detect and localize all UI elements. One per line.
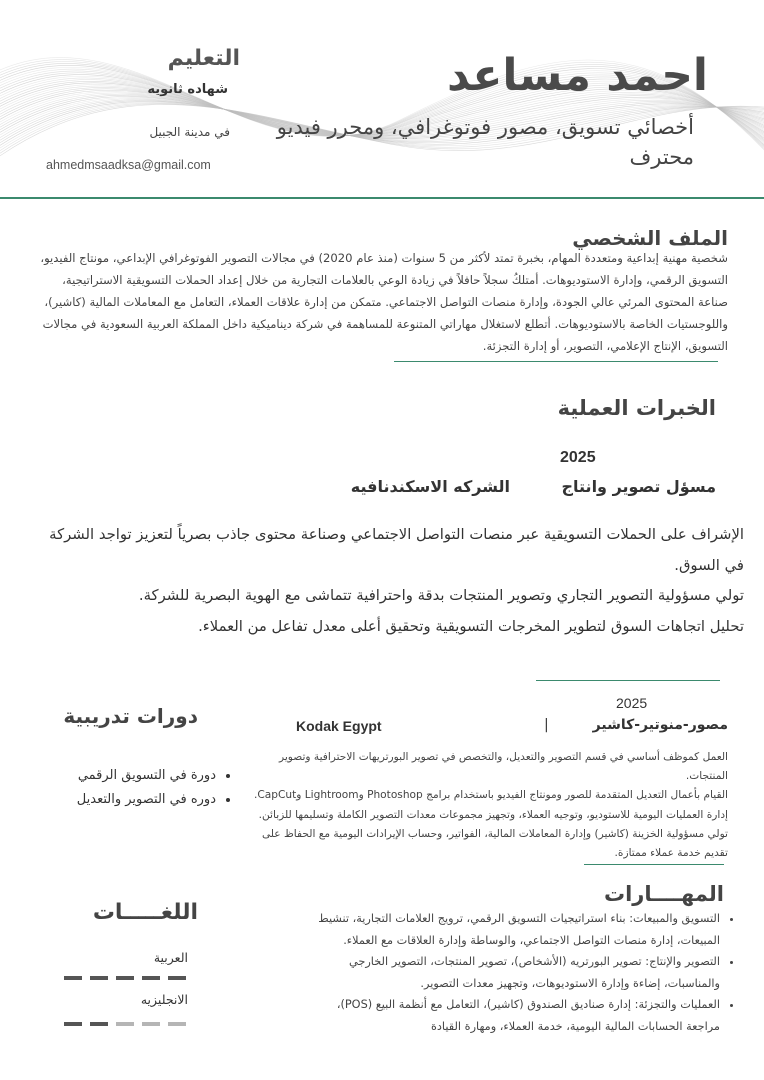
language-level-segment	[90, 1022, 108, 1026]
job2-line: تولي مسؤولية الخزينة (كاشير) وإدارة المعاملات المالية، الفواتير، وحساب الإيرادات اليومية مع الحفاظ على تقديم خدمة عملاء ممتازة.	[261, 827, 728, 860]
education-title: التعليم	[167, 46, 240, 71]
language-level-segment	[116, 976, 134, 980]
courses-list	[30, 764, 238, 812]
job2-bottom-divider	[584, 864, 724, 865]
language-level-segment	[142, 1022, 160, 1026]
skills-list	[300, 908, 742, 1037]
job1-line: الإشراف على الحملات التسويقية عبر منصات التواصل الاجتماعي وصناعة محتوى جاذب بصرياً لتعزيز تواجد الشركة في السوق.	[49, 526, 744, 574]
candidate-name: احمد مساعد	[446, 50, 708, 101]
education-degree: شهاده ثانويه	[147, 82, 228, 97]
course-item: • دورة في التسويق الرقمي	[30, 764, 216, 788]
job2-line: العمل كموظف أساسي في قسم التصوير والتعديل، والتخصص في تصوير البورتريهات الاحترافية وتصوير المنتجات.	[279, 751, 728, 783]
job2-year: 2025	[616, 695, 648, 711]
job2-line: القيام بأعمال التعديل المتقدمة للصور ومونتاج الفيديو باستخدام برامج Photoshop وLightroom وCapCut.	[254, 789, 728, 802]
job2-description	[238, 748, 728, 863]
education-location: في مدينة الجبيل	[149, 125, 230, 139]
skill-item: • التسويق والمبيعات: بناء استراتيجيات التسويق الرقمي، ترويج العلامات التجارية، تنشيط المبيعات، إدارة منصات التواصل الاجتماعي، والوساطة وإدارة العلاقات مع العملاء.	[300, 908, 720, 951]
language-level-segment	[116, 1022, 134, 1026]
language-level-english	[64, 1022, 186, 1026]
language-name-english: الانجليزيه	[140, 992, 188, 1007]
job2-company: Kodak Egypt	[296, 718, 382, 734]
courses-title: دورات تدريبية	[63, 704, 198, 728]
header-divider	[0, 197, 764, 199]
job1-line: تحليل اتجاهات السوق لتطوير المخرجات التسويقية وتحقيق أعلى معدل تفاعل من العملاء.	[198, 617, 744, 635]
job2-divider	[536, 680, 720, 681]
job2-line: إدارة العمليات اليومية للاستوديو، وتوجيه العملاء، وتجهيز مجموعات معدات التصوير الكاملة وتسليمها للزبائن.	[258, 808, 728, 821]
profile-text: شخصية مهنية إبداعية ومتعددة المهام، بخبرة تمتد لأكثر من 5 سنوات (منذ عام 2020) في مجالات التصوير الفوتوغرافي الإبداعي، مونتاج الفيديو، التسويق الرقمي، وإدارة الاستوديوهات. أمتلكُ سجلاً حافلاً في زيادة الوعي بالعلامات التجارية من خلال إعداد الحملات التسويقية الاستراتيجية، صناعة المحتوى المرئي عالي الجودة، وإدارة منصات التواصل الاجتماعي. متمكن من إدارة علاقات العملاء، التعامل مع المعاملات المالية (كاشير)، واللوجستيات الخاصة بالاستوديوهات. أتطلع لاستغلال مهاراتي المتنوعة للمساهمة في شركة ديناميكية داخل المملكة العربية السعودية في مجالات التسويق، الإنتاج الإعلامي، التصوير، أو إدارة التجزئة.	[40, 251, 728, 353]
course-item: • دوره في التصوير والتعديل	[30, 788, 216, 812]
profile-divider	[394, 361, 718, 362]
job1-year: 2025	[560, 449, 596, 466]
job1-line: تولي مسؤولية التصوير التجاري وتصوير المنتجات بدقة واحترافية تتماشى مع الهوية البصرية للشركة.	[138, 587, 744, 604]
job1-company: الشركه الاسكندنافيه	[350, 477, 510, 496]
languages-title: اللغـــــات	[92, 900, 198, 925]
language-level-arabic	[64, 976, 186, 980]
email-address[interactable]: ahmedmsaadksa@gmail.com	[46, 158, 211, 172]
profile-title: الملف الشخصي	[572, 226, 728, 250]
language-name-arabic: العربية	[153, 950, 188, 965]
skills-title: المهــــارات	[603, 882, 724, 906]
job2-position: مصور-منوتير-كاشير	[592, 717, 728, 733]
language-level-segment	[168, 976, 186, 980]
language-level-segment	[90, 976, 108, 980]
job1-position: مسؤل تصوير وانتاج	[561, 477, 716, 496]
candidate-role: أخصائي تسويق، مصور فوتوغرافي، ومحرر فيديو محترف	[276, 115, 694, 169]
language-level-segment	[64, 976, 82, 980]
language-level-segment	[142, 976, 160, 980]
experience-title: الخبرات العملية	[557, 396, 716, 420]
job1-description	[40, 520, 744, 642]
job2-separator: |	[544, 717, 549, 733]
language-level-segment	[168, 1022, 186, 1026]
skill-item: • التصوير والإنتاج: تصوير البورتريه (الأشخاص)، تصوير المنتجات، التصوير الخارجي والمناسبات، إضاءة وإدارة الاستوديوهات، وتجهيز معدات التصوير.	[300, 951, 720, 994]
language-level-segment	[64, 1022, 82, 1026]
skill-item: • العمليات والتجزئة: إدارة صناديق الصندوق (كاشير)، التعامل مع أنظمة البيع (POS)، مراجعة الحسابات المالية اليومية، خدمة العملاء، ومهارة القيادة	[300, 994, 720, 1037]
